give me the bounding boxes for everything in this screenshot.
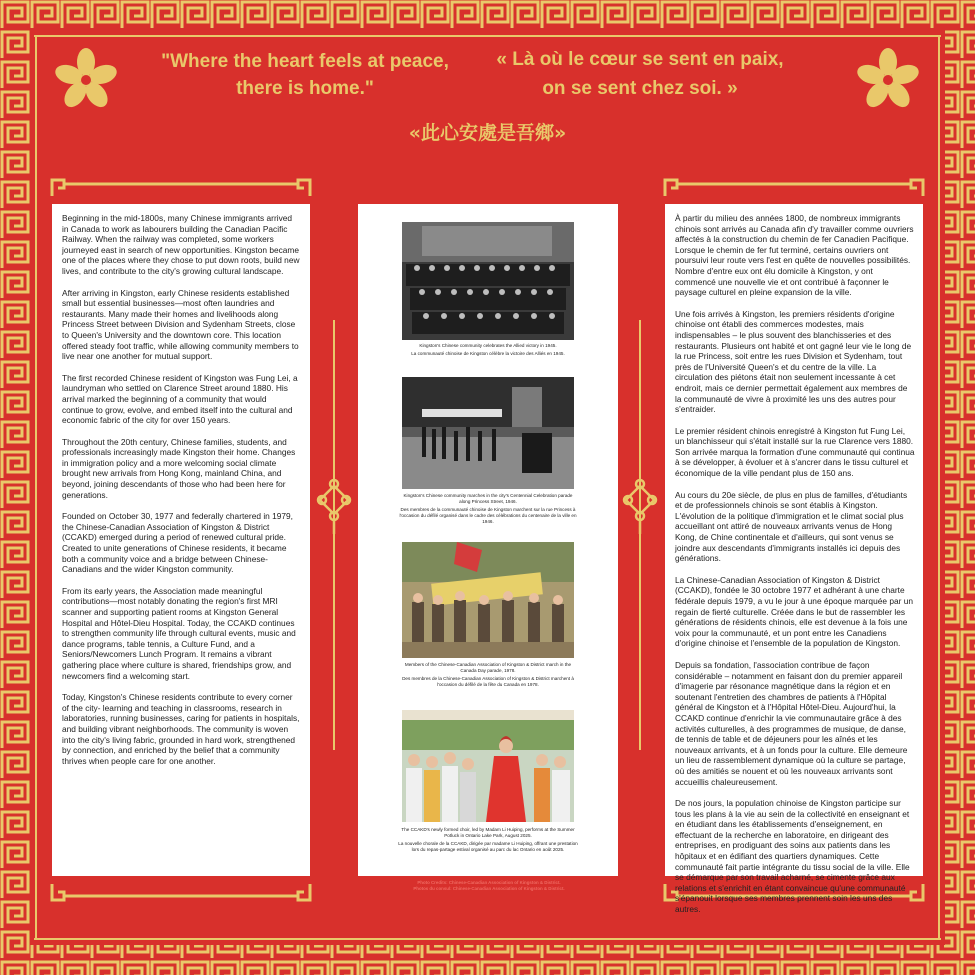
french-paragraph: De nos jours, la population chinoise de Kingston participe sur tous les plans à la vie au sein de la collectivité en enseignant et en étudiant dans les établissements d'enseignement, en effectuant de la recherche en laboratoire, en dirigeant des entreprises, en prodiguant des soins aux patients dans les hôpitaux et en édifiant des quartiers dynamiques. Cette communauté fait partie intégrante du tissu social de la ville. Elle se démarque par son travail acharné, se cimente grâce aux relations et s'enrichit en étant convaincue qu'une communauté s'épanouit lorsque ses membres prennent soin les uns des autres. bbox=[675, 798, 910, 915]
french-paragraph: À partir du milieu des années 1800, de nombreux immigrants chinois sont arrivés au Canada afin d'y travailler comme ouvriers affectés à la construction du chemin de fer Canadien Pacifique. Lorsque le chemin de fer fut terminé, certains ouvriers ont poursuivi leur route vers l'est en quête de nouvelles possibilités. Nombre d'entre eux ont élu domicile à Kingston, y ont commencé une nouvelle vie et ont contribué à façonner le paysage culturel en pleine expansion de la ville. bbox=[675, 213, 914, 298]
photo-caption: Kingston's Chinese community marches in the city's Centennial Celebration parade along Princess Street, 1946. Des membres de la communauté chinoise de Kingston marchent sur la rue Princess à l'occasion du défilé organisé dans le cadre des célébrations du centenaire de la ville en 1946. bbox=[399, 493, 577, 524]
quote-chinese: «此心安處是吾鄉» bbox=[408, 122, 567, 144]
french-paragraph: Au cours du 20e siècle, de plus en plus de familles, d'étudiants et de professionnels chinois se sont établis à Kingston. L'évolution de la politique d'immigration et le climat social plus accueillant ont attiré de nouveaux arrivants venus de Hong Kong, de Chine continentale et d'ailleurs, qui sont venus se joindre aux descendants d'immigrants installés ici depuis des générations. bbox=[675, 489, 908, 564]
knot-icon bbox=[620, 476, 660, 536]
photo-caption: Members of the Chinese-Canadian Association of Kingston & District march in the Canada Day parade, 1978. Des membres de la Chinese-Canadian Association of Kingston & District marchent à l'occasion du défilé de la fête du Canada en 1978. bbox=[402, 662, 574, 687]
photo-caption: The CCAKD's newly formed choir, led by Madam Li Huiping, performs at the Summer Potluck in Ontario Lake Park, August 2025. La nouvelle chorale de la CCAKD, dirigée par madame Li Huiping, offrant une prestation lors du repas-partage estival organisé au parc du lac Ontario en août 2025. bbox=[398, 827, 578, 852]
english-paragraph: Beginning in the mid-1800s, many Chinese immigrants arrived in Canada to work as labourers building the Canadian Pacific Railway. When the railway was completed, some workers journeyed east in search of new opportunities. Kingston became one of the places where they chose to put down roots, build new lives, and contribute to the city's growing cultural landscape. bbox=[62, 213, 300, 276]
flower-icon bbox=[46, 40, 126, 120]
english-text-panel bbox=[52, 204, 310, 876]
french-paragraph: Depuis sa fondation, l'association contribue de façon considérable – notamment en faisant don du premier appareil d'imagerie par résonance magnétique dans la région et en soutenant l'entretien des chambres de patients à l'Hôpital général de Kingston et à l'Hôpital Hôtel-Dieu. Aujourd'hui, la CCAKD continue d'enrichir la vie communautaire grâce à des activités culturelles, à des programmes de musique, de danse, de tennis de table et de déjeuners pour les aînés et les nouveaux arrivants, et à un fonds pour la culture. Elle demeure un lieu de rassemblement dynamique où la culture se partage, où des amitiés se nouent et où les nouveaux arrivants sont accueillis chaleureusement. bbox=[675, 659, 908, 787]
english-paragraph: The first recorded Chinese resident of Kingston was Fung Lei, a laundryman who settled on Clarence Street around 1880. His arrival marked the beginning of a community that would continue to grow, evolve, and embed itself into the cultural and economic fabric of the city for over 150 years. bbox=[62, 372, 298, 426]
english-paragraph: From its early years, the Association made meaningful contributions—most notably donating the region's first MRI scanner and supporting patient rooms at Kingston General Hospital and Hôtel-Dieu Hospital. Today, the CCAKD continues to strengthen community life through cultural events, music and dance programs, table tennis, a Culture Fund, and a Seniors/Newcomers Lunch Program. It remains a vibrant gathering place where culture is shared, friendships grow, and newcomers find a welcoming start. bbox=[62, 585, 296, 681]
french-paragraph: La Chinese-Canadian Association of Kingston & District (CCAKD), fondée le 30 octobre 1977 et adhérant à une charte fédérale depuis 1979, a vu le jour à une époque marquée par un regain de fierté culturelle. Créée dans le but de rassembler les générations de résidents chinois, elle est devenue à la fois une voix pour la communauté, et un pont entre les Canadiens d'origine chinoise et l'ensemble de la population de Kingston. bbox=[675, 574, 913, 649]
canada-day-parade-photo bbox=[402, 542, 574, 658]
french-text-panel bbox=[665, 204, 923, 915]
choir-performance-photo bbox=[402, 710, 574, 822]
group-portrait-photo bbox=[402, 222, 574, 340]
knot-icon bbox=[314, 476, 354, 536]
english-paragraph: After arriving in Kingston, early Chinese residents established small but essential businesses—most often laundries and restaurants. Many made their homes and livelihoods along Princess Street between Division and Sydenham Streets, close to Queen's University and the downtown core. This location offered steady foot traffic, while allowing community members to live near one another for mutual support. bbox=[62, 287, 299, 362]
street-parade-photo bbox=[402, 377, 574, 489]
english-paragraph: Today, Kingston's Chinese residents contribute to every corner of the city- learning and teaching in classrooms, research in laboratories, running businesses, caring for patients in hospitals, and building vibrant neighborhoods. The community is woven into the city's living fabric, grounded in hard work, strengthened by connection, and enriched by the belief that a community thrives when people care for one another. bbox=[62, 692, 300, 766]
french-paragraph: Une fois arrivés à Kingston, les premiers résidents d'origine chinoise ont établi des commerces modestes, mais indispensables – le plus souvent des blanchisseries et des restaurants. Plusieurs ont habité et ont gagné leur vie le long de la rue Princess, soit entre les rues Division et Sydenham, tout près de l'Université Queen's et du centre de la ville. La circulation des piétons était non seulement incessante à cet endroit, mais ce dernier permettait également aux membres de la communauté de vivre à proximité les uns des autres pour s'entraider. bbox=[675, 308, 912, 415]
photo-credit: Photo Credits: Chinese-Canadian Association of Kingston & District. Photos du consul: Chinese-Canadian Association of Kingston & District. bbox=[413, 880, 565, 891]
photo-panel bbox=[358, 204, 618, 876]
french-paragraph: Le premier résident chinois enregistré à Kingston fut Fung Lei, un blanchisseur qui s'était installé sur la rue Clarence vers 1880. Son arrivée marqua la formation d'une communauté qui continua à se développer, à évoluer et à s'ancrer dans le tissu culturel et économique de la ville pendant plus de 150 ans. bbox=[675, 425, 915, 479]
english-paragraph: Founded on October 30, 1977 and federally chartered in 1979, the Chinese-Canadian Association of Kingston & District (CCAKD) emerged during a period of renewed cultural pride. Created to unite generations of Chinese residents, it became both a community voice and a bridge between Chinese-Canadians and the wider Kingston community. bbox=[62, 511, 294, 575]
photo-caption: Kingston's Chinese community celebrates the Allied victory in 1945. La communauté chinoise de Kingston célèbre la victoire des Alliés en 1945. bbox=[411, 343, 565, 356]
english-paragraph: Throughout the 20th century, Chinese families, students, and professionals increasingly made Kingston their home. Changes in immigration policy and a more welcoming social climate brought new arrivals from Hong Kong, mainland China, and beyond, joining descendants of those who had been here for generations. bbox=[62, 436, 296, 500]
flower-icon bbox=[848, 40, 928, 120]
quote-english: "Where the heart feels at peace, there is home." bbox=[161, 51, 449, 99]
quote-french: « Là où le cœur se sent en paix, on se sent chez soi. » bbox=[496, 49, 784, 99]
